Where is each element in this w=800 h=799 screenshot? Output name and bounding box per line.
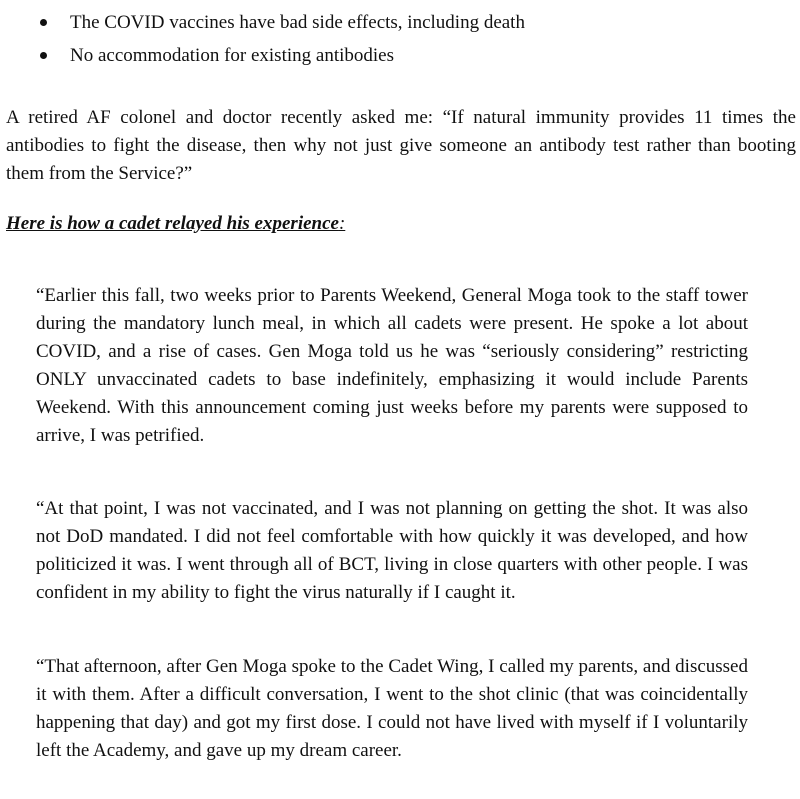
section-heading-text: Here is how a cadet relayed his experience <box>6 213 339 234</box>
bullet-item <box>36 39 525 72</box>
bullet-item <box>36 6 525 39</box>
quote-paragraph: “Earlier this fall, two weeks prior to Parents Weekend, General Moga took to the staff tower during the mandatory lunch meal, in which all cadets were present. He spoke a lot about COVID, and a rise of cases. Gen Moga told us he was “seriously considering” restricting ONLY unvaccinated cadets to base indefinitely, emphasizing it would include Parents Weekend. With this announcement coming just weeks before my parents were supposed to arrive, I was petrified. <box>36 285 748 446</box>
bullet-dot-icon <box>40 52 47 59</box>
section-heading <box>6 213 345 235</box>
bullet-text: No accommodation for existing antibodies <box>70 45 394 66</box>
bullet-text: The COVID vaccines have bad side effects, including death <box>70 12 525 33</box>
intro-paragraph: A retired AF colonel and doctor recently asked me: “If natural immunity provides 11 times the antibodies to fight the disease, then why not just give someone an antibody test rather than booting them from the Service?” <box>6 107 796 184</box>
quote-paragraph: “That afternoon, after Gen Moga spoke to the Cadet Wing, I called my parents, and discussed it with them. After a difficult conversation, I went to the shot clinic (that was coincidentally happening that day) and got my first dose. I could not have lived with myself if I voluntarily left the Academy, and gave up my dream career. <box>36 656 748 761</box>
bullet-list <box>36 6 525 72</box>
section-heading-colon: : <box>338 213 346 234</box>
bullet-dot-icon <box>40 19 47 26</box>
quote-paragraph: “At that point, I was not vaccinated, and I was not planning on getting the shot. It was also not DoD mandated. I did not feel comfortable with how quickly it was developed, and how politicized it was. I went through all of BCT, living in close quarters with other people. I was confident in my ability to fight the virus naturally if I caught it. <box>36 498 748 603</box>
